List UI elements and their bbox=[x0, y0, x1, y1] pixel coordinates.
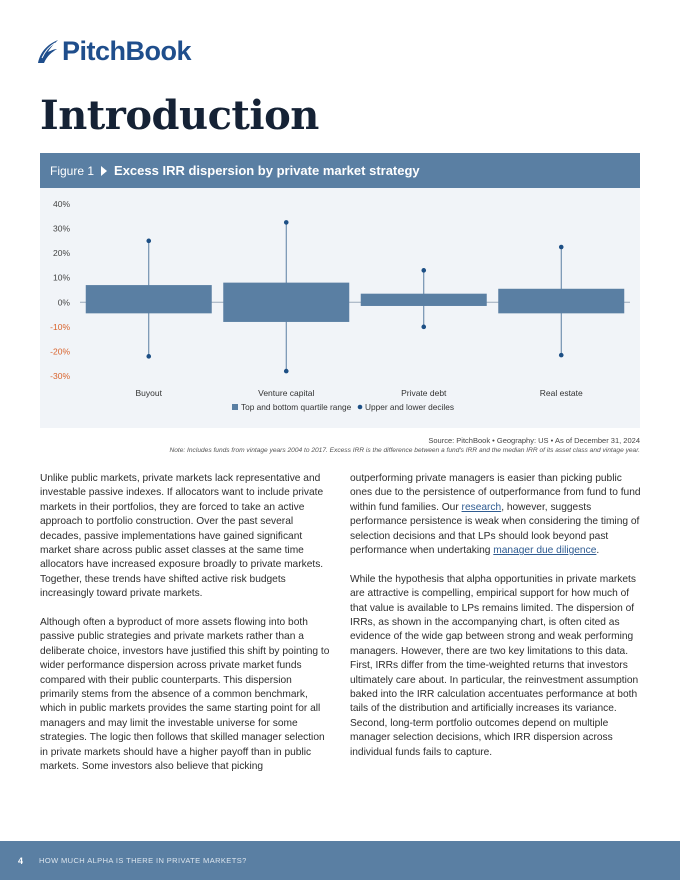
legend-dot-swatch bbox=[358, 405, 363, 410]
body-column-left bbox=[40, 472, 332, 789]
y-tick-label: -20% bbox=[50, 346, 70, 357]
figure-label: Figure 1 bbox=[50, 163, 95, 178]
quartile-box bbox=[498, 289, 624, 314]
box-plot-chart bbox=[40, 188, 640, 428]
chart-area bbox=[40, 188, 640, 428]
paragraph: Although often a byproduct of more assets flowing into both passive public strategies and private markets rather than a deliberate choice, investors have justified this shift by pointing to wider performance dispersion across private market funds compared with their public counterparts. This dispersion primarily stems from the absence of a common benchmark, which in public markets provides the same starting point for all managers and may limit the investable universe for some strategies. The logic then follows that skilled manager selection in private markets should have a higher payoff than in public markets. Some investors also believe that picking bbox=[40, 617, 330, 773]
quartile-box bbox=[361, 294, 487, 306]
x-category-label: Real estate bbox=[539, 388, 583, 398]
lower-decile-dot bbox=[559, 353, 564, 358]
lower-decile-dot bbox=[284, 369, 289, 374]
figure-note: Note: Includes funds from vintage years 2004 to 2017. Excess IRR is the difference between a fund's IRR and the median IRR of its asset class and vintage year. bbox=[169, 447, 640, 454]
y-tick-label: 20% bbox=[52, 248, 70, 259]
y-tick-label: 0% bbox=[57, 297, 70, 308]
body-column-right bbox=[350, 472, 642, 775]
pitchbook-logo bbox=[36, 36, 191, 67]
y-tick-label: 30% bbox=[52, 223, 70, 234]
lower-decile-dot bbox=[146, 354, 151, 359]
upper-decile-dot bbox=[421, 268, 426, 273]
paragraph bbox=[350, 472, 642, 558]
text-run: , however, suggests performance persistence is weak when considering the timing of selection decisions and that LPs should look beyond past performance when undertaking bbox=[350, 501, 640, 557]
manager-due-diligence-link[interactable]: manager due diligence bbox=[493, 545, 597, 557]
quartile-box bbox=[223, 283, 349, 322]
page-footer bbox=[0, 841, 680, 880]
x-category-label: Private debt bbox=[401, 388, 447, 398]
caret-right-icon bbox=[101, 166, 107, 176]
text-run: outperforming private managers is easier than picking public ones due to the persistence of outperformance from fund to fund within fund families. Our bbox=[350, 473, 641, 513]
upper-decile-dot bbox=[146, 239, 151, 244]
quartile-box bbox=[86, 285, 212, 313]
figure-header bbox=[40, 153, 640, 188]
upper-decile-dot bbox=[559, 245, 564, 250]
page-title: Introduction bbox=[40, 92, 319, 139]
y-tick-label: 40% bbox=[52, 199, 70, 209]
x-category-label: Venture capital bbox=[258, 388, 315, 398]
page-number: 4 bbox=[18, 855, 24, 866]
paragraph: While the hypothesis that alpha opportunities in private markets are attractive is compelling, empirical support for how much of that value is available to LPs remains limited. The dispersion of IRRs, as shown in the accompanying chart, is often cited as evidence of the wide gap between strong and weak performing managers. However, there are two key limitations to this data. First, IRRs differ from the time-weighted returns that investors ultimately care about. In particular, the reinvestment assumption baked into the IRR calculation accentuates performance at both tails of the distribution and artificially increases its variance. Second, long-term portfolio outcomes depend on multiple manager selection decisions, which IRR dispersion across individual funds fails to capture. bbox=[350, 573, 639, 758]
legend-label: Upper and lower deciles bbox=[365, 402, 455, 412]
figure-title: Excess IRR dispersion by private market strategy bbox=[114, 163, 420, 178]
y-tick-label: -10% bbox=[50, 321, 70, 332]
lower-decile-dot bbox=[421, 325, 426, 330]
legend-label: Top and bottom quartile range bbox=[241, 402, 352, 412]
figure-source: Source: PitchBook • Geography: US • As of December 31, 2024 bbox=[428, 436, 640, 445]
logo-wordmark: PitchBook bbox=[62, 36, 192, 66]
y-tick-label: 10% bbox=[52, 272, 70, 283]
footer-title: HOW MUCH ALPHA IS THERE IN PRIVATE MARKETS? bbox=[39, 856, 247, 865]
text-run: . bbox=[596, 545, 600, 557]
upper-decile-dot bbox=[284, 220, 289, 225]
paragraph: Unlike public markets, private markets lack representative and investable passive indexes. If allocators want to include private markets in their portfolios, they are forced to take an active approach to portfolio construction. Over the past several decades, passive implementations have gained significant market share across public asset classes at the same time allocators have increased exposure broadly to private markets. Together, these trends have shifted active risk budgets increasingly toward private markets. bbox=[40, 473, 324, 600]
x-category-label: Buyout bbox=[135, 388, 162, 398]
legend-box-swatch bbox=[232, 404, 238, 410]
y-tick-label: -30% bbox=[50, 371, 70, 381]
pitchbook-leaf-icon bbox=[36, 39, 60, 65]
research-link[interactable]: research bbox=[461, 501, 502, 513]
